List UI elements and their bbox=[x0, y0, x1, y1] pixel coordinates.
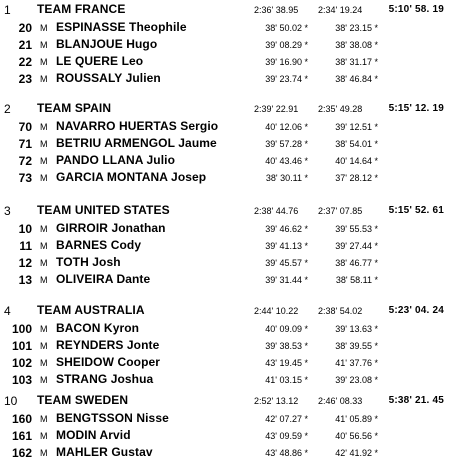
team-rank: 10 bbox=[4, 394, 18, 408]
rider-lap2-time: 38' 39.55 * bbox=[335, 341, 378, 351]
rider-lap1-time: 40' 09.09 * bbox=[265, 324, 308, 334]
rider-lap1-time: 39' 23.74 * bbox=[265, 74, 308, 84]
team-total-time: 5:38' 21. 45 bbox=[388, 395, 444, 406]
rider-sex: M bbox=[40, 375, 48, 385]
rider-row bbox=[0, 272, 452, 289]
rider-lap1-time: 39' 16.90 * bbox=[265, 57, 308, 67]
team-lap2-time: 2:38' 54.02 bbox=[318, 306, 363, 316]
team-block-sweden bbox=[0, 393, 452, 462]
rider-sex: M bbox=[40, 40, 48, 50]
rider-sex: M bbox=[40, 324, 48, 334]
rider-bib: 71 bbox=[18, 137, 32, 151]
rider-row bbox=[0, 221, 452, 238]
rider-bib: 13 bbox=[18, 273, 32, 287]
rider-lap2-time: 38' 46.84 * bbox=[335, 74, 378, 84]
rider-row bbox=[0, 170, 452, 187]
rider-lap1-time: 43' 09.59 * bbox=[265, 431, 308, 441]
rider-lap1-time: 39' 38.53 * bbox=[265, 341, 308, 351]
team-lap2-time: 2:35' 49.28 bbox=[318, 104, 363, 114]
rider-name: GIRROIR Jonathan bbox=[56, 221, 166, 235]
rider-name: ROUSSALY Julien bbox=[56, 71, 161, 85]
rider-name: ESPINASSE Theophile bbox=[56, 20, 187, 34]
rider-bib: 100 bbox=[11, 322, 32, 336]
rider-sex: M bbox=[40, 224, 48, 234]
rider-sex: M bbox=[40, 122, 48, 132]
team-block-united-states bbox=[0, 203, 452, 289]
rider-row bbox=[0, 321, 452, 338]
rider-bib: 102 bbox=[11, 356, 32, 370]
rider-sex: M bbox=[40, 57, 48, 67]
rider-bib: 20 bbox=[18, 21, 32, 35]
team-rank: 2 bbox=[4, 102, 11, 116]
rider-lap1-time: 38' 50.02 * bbox=[265, 23, 308, 33]
rider-lap1-time: 39' 46.62 * bbox=[265, 224, 308, 234]
rider-lap2-time: 40' 14.64 * bbox=[335, 156, 378, 166]
rider-sex: M bbox=[40, 358, 48, 368]
rider-bib: 22 bbox=[18, 55, 32, 69]
rider-bib: 21 bbox=[18, 38, 32, 52]
team-row bbox=[0, 203, 452, 221]
rider-lap2-time: 41' 05.89 * bbox=[335, 414, 378, 424]
rider-sex: M bbox=[40, 241, 48, 251]
rider-name: TOTH Josh bbox=[56, 255, 121, 269]
rider-lap2-time: 39' 27.44 * bbox=[335, 241, 378, 251]
team-block-australia bbox=[0, 303, 452, 389]
team-block-france bbox=[0, 2, 452, 88]
rider-sex: M bbox=[40, 173, 48, 183]
rider-sex: M bbox=[40, 258, 48, 268]
rider-name: BLANJOUE Hugo bbox=[56, 37, 158, 51]
team-name: TEAM FRANCE bbox=[37, 2, 126, 16]
rider-lap2-time: 39' 55.53 * bbox=[335, 224, 378, 234]
team-block-spain bbox=[0, 101, 452, 187]
rider-sex: M bbox=[40, 23, 48, 33]
rider-row bbox=[0, 255, 452, 272]
rider-lap1-time: 40' 12.06 * bbox=[265, 122, 308, 132]
rider-lap1-time: 39' 41.13 * bbox=[265, 241, 308, 251]
rider-sex: M bbox=[40, 156, 48, 166]
team-lap1-time: 2:39' 22.91 bbox=[254, 104, 299, 114]
rider-bib: 10 bbox=[18, 222, 32, 236]
team-lap1-time: 2:38' 44.76 bbox=[254, 206, 299, 216]
rider-sex: M bbox=[40, 341, 48, 351]
rider-row bbox=[0, 355, 452, 372]
rider-name: BACON Kyron bbox=[56, 321, 140, 335]
team-name: TEAM SPAIN bbox=[37, 101, 112, 115]
rider-row bbox=[0, 37, 452, 54]
rider-row bbox=[0, 54, 452, 71]
rider-lap2-time: 38' 46.77 * bbox=[335, 258, 378, 268]
team-name: TEAM UNITED STATES bbox=[37, 203, 170, 217]
rider-bib: 12 bbox=[18, 256, 32, 270]
rider-lap2-time: 39' 13.63 * bbox=[335, 324, 378, 334]
rider-bib: 72 bbox=[18, 154, 32, 168]
rider-name: SHEIDOW Cooper bbox=[56, 355, 161, 369]
rider-row bbox=[0, 238, 452, 255]
team-row bbox=[0, 101, 452, 119]
rider-row bbox=[0, 71, 452, 88]
rider-row bbox=[0, 411, 452, 428]
rider-sex: M bbox=[40, 275, 48, 285]
rider-bib: 161 bbox=[11, 429, 32, 443]
rider-lap2-time: 39' 23.08 * bbox=[335, 375, 378, 385]
rider-row bbox=[0, 20, 452, 37]
team-total-time: 5:15' 12. 19 bbox=[388, 103, 444, 114]
rider-lap1-time: 41' 03.15 * bbox=[265, 375, 308, 385]
rider-row bbox=[0, 428, 452, 445]
team-lap1-time: 2:44' 10.22 bbox=[254, 306, 299, 316]
rider-row bbox=[0, 153, 452, 170]
rider-sex: M bbox=[40, 414, 48, 424]
rider-row bbox=[0, 338, 452, 355]
rider-lap2-time: 38' 54.01 * bbox=[335, 139, 378, 149]
team-row bbox=[0, 2, 452, 20]
rider-bib: 160 bbox=[11, 412, 32, 426]
rider-lap1-time: 42' 07.27 * bbox=[265, 414, 308, 424]
rider-sex: M bbox=[40, 448, 48, 458]
rider-lap1-time: 43' 48.86 * bbox=[265, 448, 308, 458]
rider-row bbox=[0, 372, 452, 389]
rider-name: BENGTSSON Nisse bbox=[56, 411, 169, 425]
rider-lap1-time: 38' 30.11 * bbox=[265, 173, 308, 183]
rider-row bbox=[0, 136, 452, 153]
rider-lap2-time: 38' 38.08 * bbox=[335, 40, 378, 50]
team-lap1-time: 2:52' 13.12 bbox=[254, 396, 299, 406]
team-lap2-time: 2:37' 07.85 bbox=[318, 206, 363, 216]
rider-sex: M bbox=[40, 74, 48, 84]
team-lap1-time: 2:36' 38.95 bbox=[254, 5, 299, 15]
rider-bib: 70 bbox=[18, 120, 32, 134]
rider-sex: M bbox=[40, 139, 48, 149]
rider-name: PANDO LLANA Julio bbox=[56, 153, 176, 167]
team-name: TEAM AUSTRALIA bbox=[37, 303, 145, 317]
rider-name: OLIVEIRA Dante bbox=[56, 272, 151, 286]
team-rank: 3 bbox=[4, 204, 11, 218]
team-lap2-time: 2:34' 19.24 bbox=[318, 5, 363, 15]
rider-bib: 11 bbox=[19, 239, 32, 253]
rider-lap2-time: 40' 56.56 * bbox=[335, 431, 378, 441]
rider-lap1-time: 39' 45.57 * bbox=[265, 258, 308, 268]
rider-lap1-time: 39' 57.28 * bbox=[265, 139, 308, 149]
rider-lap2-time: 42' 41.92 * bbox=[335, 448, 378, 458]
rider-lap1-time: 40' 43.46 * bbox=[265, 156, 308, 166]
team-total-time: 5:10' 58. 19 bbox=[388, 4, 444, 15]
team-rank: 1 bbox=[4, 3, 11, 17]
rider-lap2-time: 39' 12.51 * bbox=[335, 122, 378, 132]
team-name: TEAM SWEDEN bbox=[37, 393, 129, 407]
team-lap2-time: 2:46' 08.33 bbox=[318, 396, 363, 406]
rider-row bbox=[0, 119, 452, 136]
rider-lap2-time: 38' 31.17 * bbox=[335, 57, 378, 67]
team-row bbox=[0, 393, 452, 411]
rider-name: BETRIU ARMENGOL Jaume bbox=[56, 136, 217, 150]
rider-lap2-time: 38' 23.15 * bbox=[335, 23, 378, 33]
rider-name: GARCIA MONTANA Josep bbox=[56, 170, 207, 184]
rider-sex: M bbox=[40, 431, 48, 441]
rider-lap1-time: 43' 19.45 * bbox=[265, 358, 308, 368]
rider-name: MAHLER Gustav bbox=[56, 445, 153, 459]
team-total-time: 5:23' 04. 24 bbox=[388, 305, 444, 316]
rider-row bbox=[0, 445, 452, 462]
rider-bib: 101 bbox=[11, 339, 32, 353]
rider-lap2-time: 37' 28.12 * bbox=[335, 173, 378, 183]
rider-bib: 162 bbox=[11, 446, 32, 460]
rider-name: LE QUERE Leo bbox=[56, 54, 144, 68]
rider-bib: 73 bbox=[18, 171, 32, 185]
rider-name: NAVARRO HUERTAS Sergio bbox=[56, 119, 219, 133]
rider-bib: 103 bbox=[11, 373, 32, 387]
team-rank: 4 bbox=[4, 304, 11, 318]
rider-name: BARNES Cody bbox=[56, 238, 142, 252]
team-row bbox=[0, 303, 452, 321]
rider-name: STRANG Joshua bbox=[56, 372, 154, 386]
rider-lap1-time: 39' 31.44 * bbox=[265, 275, 308, 285]
team-total-time: 5:15' 52. 61 bbox=[388, 205, 444, 216]
rider-name: MODIN Arvid bbox=[56, 428, 131, 442]
rider-bib: 23 bbox=[18, 72, 32, 86]
rider-lap2-time: 38' 58.11 * bbox=[335, 275, 378, 285]
rider-lap1-time: 39' 08.29 * bbox=[265, 40, 308, 50]
rider-lap2-time: 41' 37.76 * bbox=[335, 358, 378, 368]
rider-name: REYNDERS Jonte bbox=[56, 338, 160, 352]
